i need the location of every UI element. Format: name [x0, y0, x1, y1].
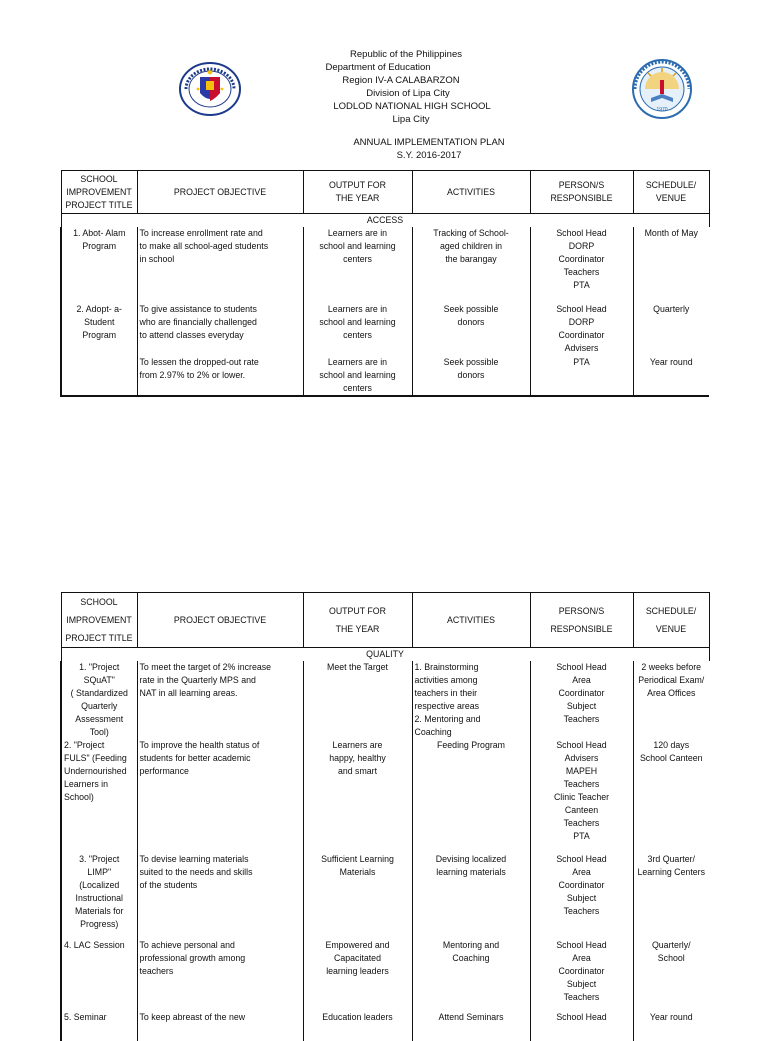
- plan-school-year: S.Y. 2016-2017: [396, 150, 462, 161]
- letterhead: [0, 48, 768, 126]
- persons-cell: School Head Area Coordinator Subject Teachers: [530, 853, 633, 939]
- activities-cell: Mentoring and Coaching: [412, 939, 530, 1011]
- schedule-cell: 120 days School Canteen: [639, 740, 703, 763]
- col-header-output: OUTPUT FOR THE YEAR: [303, 171, 412, 214]
- table-row: [61, 303, 709, 356]
- letterhead-republic: Republic of the Philippines: [350, 49, 462, 60]
- table-row: [61, 939, 709, 1011]
- col-header-objective: PROJECT OBJECTIVE: [137, 171, 303, 214]
- plan-title: ANNUAL IMPLEMENTATION PLAN: [353, 137, 505, 148]
- table-row: [61, 739, 709, 853]
- persons-cell: School Head DORP Coordinator Teachers PTA: [530, 227, 633, 303]
- objective-cell: To keep abreast of the new: [137, 1011, 303, 1041]
- project-title-cell: 2. Adopt- a- Student Program: [61, 303, 137, 356]
- activities-cell: Devising localized learning materials: [412, 853, 530, 939]
- project-title-cell: 2. "Project FULS" (Feeding Undernourished Learners in School): [61, 739, 137, 853]
- col-header-persons: PERSON/S RESPONSIBLE: [530, 171, 633, 214]
- output-cell: Learners are in school and learning centers: [303, 303, 412, 356]
- letterhead-school: LODLOD NATIONAL HIGH SCHOOL: [333, 101, 491, 112]
- objective-cell: To devise learning materials suited to the needs and skills of the students: [137, 853, 303, 939]
- objective-cell: To increase enrollment rate and to make all school-aged students in school: [137, 227, 303, 303]
- objective-cell: To improve the health status of students for better academic performance: [137, 739, 303, 853]
- activities-cell: Tracking of School- aged children in the barangay: [412, 227, 530, 303]
- section-label-access: ACCESS: [61, 214, 709, 228]
- persons-cell: PTA: [530, 356, 633, 396]
- schedule-cell: Year round: [633, 356, 709, 396]
- table-row: [61, 356, 709, 396]
- output-cell: Learners are in school and learning centers: [303, 227, 412, 303]
- col-header-project-title: SCHOOL IMPROVEMENT PROJECT TITLE: [61, 593, 137, 648]
- col-header-activities: ACTIVITIES: [412, 171, 530, 214]
- activities-cell: Seek possible donors: [412, 356, 530, 396]
- schedule-cell: Year round: [649, 1012, 693, 1022]
- col-header-schedule: SCHEDULE/ VENUE: [633, 171, 709, 214]
- col-header-project-title: SCHOOL IMPROVEMENT PROJECT TITLE: [61, 171, 137, 214]
- persons-cell: School Head DORP Coordinator Advisers: [530, 303, 633, 356]
- table-row: [61, 661, 709, 739]
- table-header-row: [61, 171, 709, 214]
- output-cell: Sufficient Learning Materials: [303, 853, 412, 939]
- table-row: [61, 1011, 709, 1041]
- quality-plan-table: [60, 592, 710, 1041]
- project-title-cell: 1. Abot- Alam Program: [61, 227, 137, 303]
- persons-cell: School Head Advisers MAPEH Teachers Clinic Teacher Canteen Teachers PTA: [530, 739, 633, 853]
- schedule-cell: 2 weeks before Periodical Exam/ Area Offices: [638, 662, 705, 698]
- table-header-row: [61, 593, 709, 648]
- col-header-output: OUTPUT FOR THE YEAR: [303, 593, 412, 648]
- project-title-cell: 5. Seminar: [61, 1011, 137, 1041]
- activities-cell: Seek possible donors: [412, 303, 530, 356]
- activities-cell: Attend Seminars: [412, 1011, 530, 1041]
- output-cell: Learners are in school and learning centers: [303, 356, 412, 396]
- letterhead-division: Division of Lipa City: [366, 88, 450, 99]
- persons-cell: School Head Area Coordinator Subject Teachers: [530, 661, 633, 739]
- project-title-cell: 3. "Project LIMP" (Localized Instructional Materials for Progress): [61, 853, 137, 939]
- section-row-quality: [61, 648, 709, 662]
- output-cell: Meet the Target: [303, 661, 412, 739]
- schedule-cell: Quarterly: [653, 304, 690, 314]
- output-cell: Education leaders: [303, 1011, 412, 1041]
- persons-cell: School Head: [530, 1011, 633, 1041]
- activities-cell: 1. Brainstorming activities among teachers in their respective areas 2. Mentoring and Coaching: [412, 661, 530, 739]
- letterhead-department: Department of Education: [325, 62, 431, 73]
- objective-cell: To achieve personal and professional growth among teachers: [137, 939, 303, 1011]
- col-header-schedule: SCHEDULE/ VENUE: [633, 593, 709, 648]
- table-row: [61, 227, 709, 303]
- col-header-persons: PERSON/S RESPONSIBLE: [530, 593, 633, 648]
- objective-cell: To give assistance to students who are financially challenged to attend classes everyday: [137, 303, 303, 356]
- schedule-cell: Month of May: [644, 228, 698, 238]
- schedule-cell: Quarterly/ School: [651, 940, 691, 963]
- persons-cell: School Head Area Coordinator Subject Teachers: [530, 939, 633, 1011]
- objective-cell: To meet the target of 2% increase rate in the Quarterly MPS and NAT in all learning areas.: [137, 661, 303, 739]
- output-cell: Learners are happy, healthy and smart: [303, 739, 412, 853]
- school-seal-year: 1970: [656, 107, 668, 113]
- project-title-cell: [61, 356, 137, 396]
- col-header-activities: ACTIVITIES: [412, 593, 530, 648]
- output-cell: Empowered and Capacitated learning leaders: [303, 939, 412, 1011]
- project-title-cell: 1. "Project SQuAT" ( Standardized Quarterly Assessment Tool): [61, 661, 137, 739]
- col-header-objective: PROJECT OBJECTIVE: [137, 593, 303, 648]
- table-row: [61, 853, 709, 939]
- objective-cell: To lessen the dropped-out rate from 2.97% to 2% or lower.: [137, 356, 303, 396]
- section-label-quality: QUALITY: [61, 648, 709, 662]
- project-title-cell: 4. LAC Session: [61, 939, 137, 1011]
- access-plan-table: [60, 170, 710, 397]
- letterhead-region: Region IV-A CALABARZON: [342, 75, 460, 86]
- schedule-cell: 3rd Quarter/ Learning Centers: [637, 854, 705, 877]
- letterhead-city: Lipa City: [392, 114, 430, 125]
- plan-title-block: [0, 136, 768, 162]
- section-row-access: [61, 214, 709, 228]
- activities-cell: Feeding Program: [412, 739, 530, 853]
